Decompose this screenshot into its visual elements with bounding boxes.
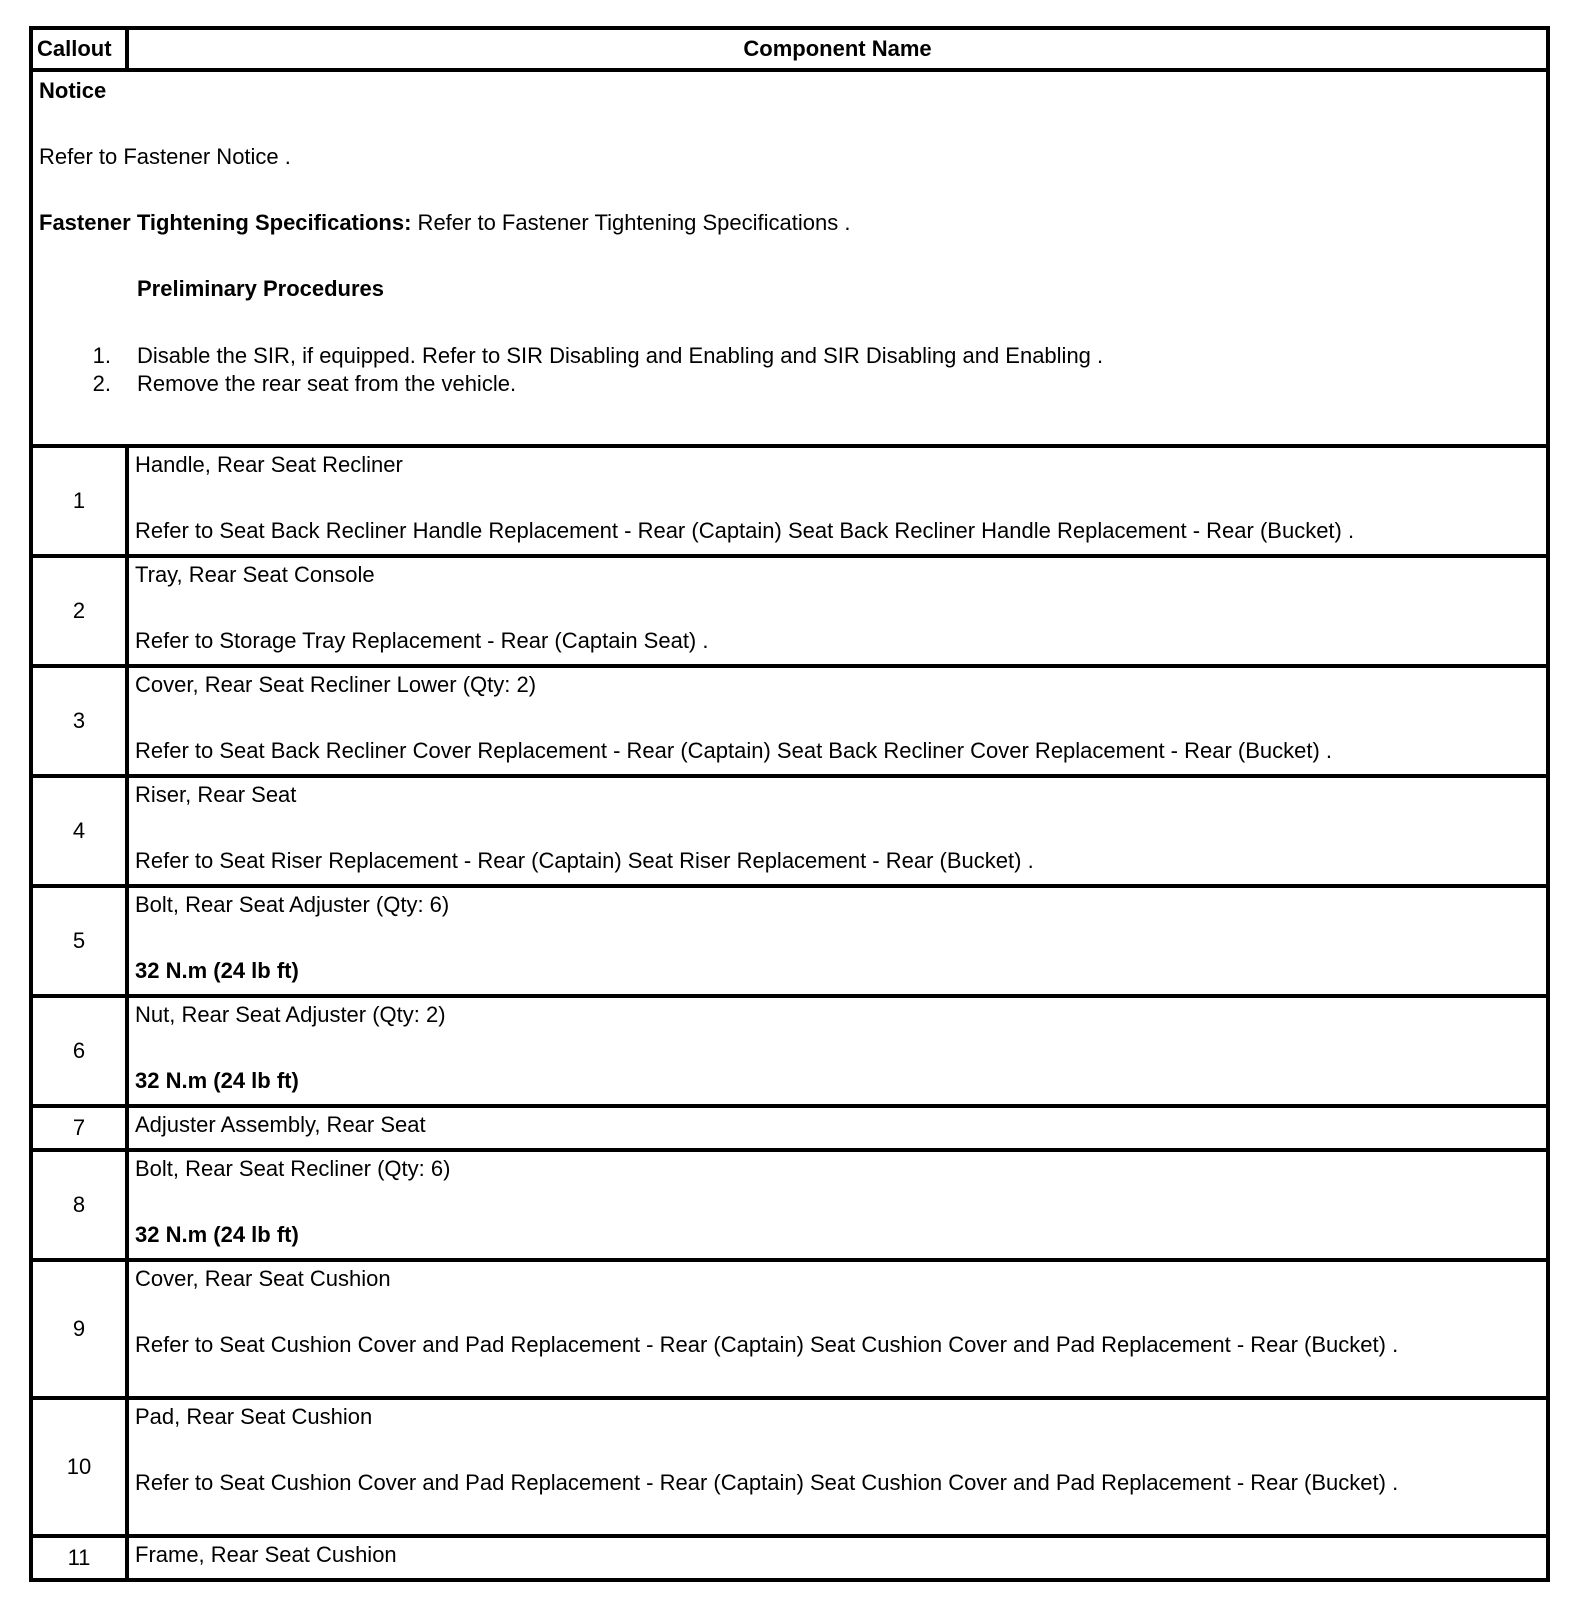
component-name: Bolt, Rear Seat Adjuster (Qty: 6) [135, 892, 450, 917]
component-cell [127, 1398, 1548, 1536]
table-row [31, 1536, 1548, 1580]
callout-number: 5 [31, 886, 127, 996]
component-name: Nut, Rear Seat Adjuster (Qty: 2) [135, 1002, 446, 1027]
component-name: Adjuster Assembly, Rear Seat [135, 1112, 426, 1137]
component-reference: Refer to Seat Back Recliner Handle Replacement - Rear (Captain) Seat Back Recliner Handle Replacement - Rear (Bucket) . [135, 518, 1355, 543]
component-name: Pad, Rear Seat Cushion [135, 1404, 373, 1429]
tightening-spec-line [39, 210, 1540, 236]
notice-title: Notice [39, 78, 107, 103]
tightening-spec-label: Fastener Tightening Specifications: [39, 210, 412, 235]
component-name: Bolt, Rear Seat Recliner (Qty: 6) [135, 1156, 451, 1181]
callout-number: 7 [31, 1106, 127, 1150]
component-name: Cover, Rear Seat Recliner Lower (Qty: 2) [135, 672, 537, 697]
preliminary-steps-list [39, 342, 1540, 398]
component-reference: Refer to Seat Riser Replacement - Rear (Captain) Seat Riser Replacement - Rear (Bucket) . [135, 848, 1034, 873]
torque-spec: 32 N.m (24 lb ft) [135, 1068, 299, 1093]
header-row [31, 28, 1548, 70]
notice-row [31, 70, 1548, 446]
table-row [31, 666, 1548, 776]
step-text: Disable the SIR, if equipped. Refer to SIR Disabling and Enabling and SIR Disabling and Enabling . [137, 343, 1104, 368]
step-number: 1. [92, 343, 111, 368]
step-text: Remove the rear seat from the vehicle. [137, 371, 517, 396]
torque-spec: 32 N.m (24 lb ft) [135, 958, 299, 983]
component-cell [127, 1260, 1548, 1398]
notice-cell [31, 70, 1548, 446]
callout-column-header: Callout [31, 28, 127, 70]
component-cell [127, 886, 1548, 996]
tightening-spec-text: Refer to Fastener Tightening Specifications . [411, 210, 851, 235]
component-cell [127, 666, 1548, 776]
component-reference: Refer to Seat Back Recliner Cover Replacement - Rear (Captain) Seat Back Recliner Cover Replacement - Rear (Bucket) . [135, 738, 1333, 763]
callout-number: 3 [31, 666, 127, 776]
table-row [31, 446, 1548, 556]
table-row [31, 886, 1548, 996]
preliminary-step [39, 370, 1540, 398]
component-reference: Refer to Seat Cushion Cover and Pad Replacement - Rear (Captain) Seat Cushion Cover and Pad Replacement - Rear (Bucket) . [135, 1470, 1399, 1495]
component-name: Cover, Rear Seat Cushion [135, 1266, 391, 1291]
component-name: Frame, Rear Seat Cushion [135, 1542, 397, 1567]
component-reference: Refer to Storage Tray Replacement - Rear (Captain Seat) . [135, 628, 709, 653]
callout-number: 2 [31, 556, 127, 666]
callout-number: 11 [31, 1536, 127, 1580]
component-cell [127, 996, 1548, 1106]
callout-number: 9 [31, 1260, 127, 1398]
step-number: 2. [92, 371, 111, 396]
table-row [31, 556, 1548, 666]
table-row [31, 996, 1548, 1106]
component-cell [127, 1536, 1548, 1580]
fastener-notice-text: Refer to Fastener Notice . [39, 144, 291, 169]
table-row [31, 776, 1548, 886]
table-row [31, 1150, 1548, 1260]
callout-number: 10 [31, 1398, 127, 1536]
callout-number: 6 [31, 996, 127, 1106]
component-name: Tray, Rear Seat Console [135, 562, 375, 587]
table-row [31, 1106, 1548, 1150]
table-row [31, 1398, 1548, 1536]
component-cell [127, 776, 1548, 886]
component-cell [127, 1106, 1548, 1150]
component-cell [127, 446, 1548, 556]
preliminary-step [39, 342, 1540, 370]
torque-spec: 32 N.m (24 lb ft) [135, 1222, 299, 1247]
component-reference: Refer to Seat Cushion Cover and Pad Replacement - Rear (Captain) Seat Cushion Cover and Pad Replacement - Rear (Bucket) . [135, 1332, 1399, 1357]
callout-number: 1 [31, 446, 127, 556]
component-name: Riser, Rear Seat [135, 782, 297, 807]
component-table [29, 26, 1550, 1582]
preliminary-procedures-title: Preliminary Procedures [137, 276, 385, 301]
table-row [31, 1260, 1548, 1398]
component-cell [127, 1150, 1548, 1260]
component-name-column-header: Component Name [127, 28, 1548, 70]
callout-number: 8 [31, 1150, 127, 1260]
callout-number: 4 [31, 776, 127, 886]
component-name: Handle, Rear Seat Recliner [135, 452, 403, 477]
component-cell [127, 556, 1548, 666]
